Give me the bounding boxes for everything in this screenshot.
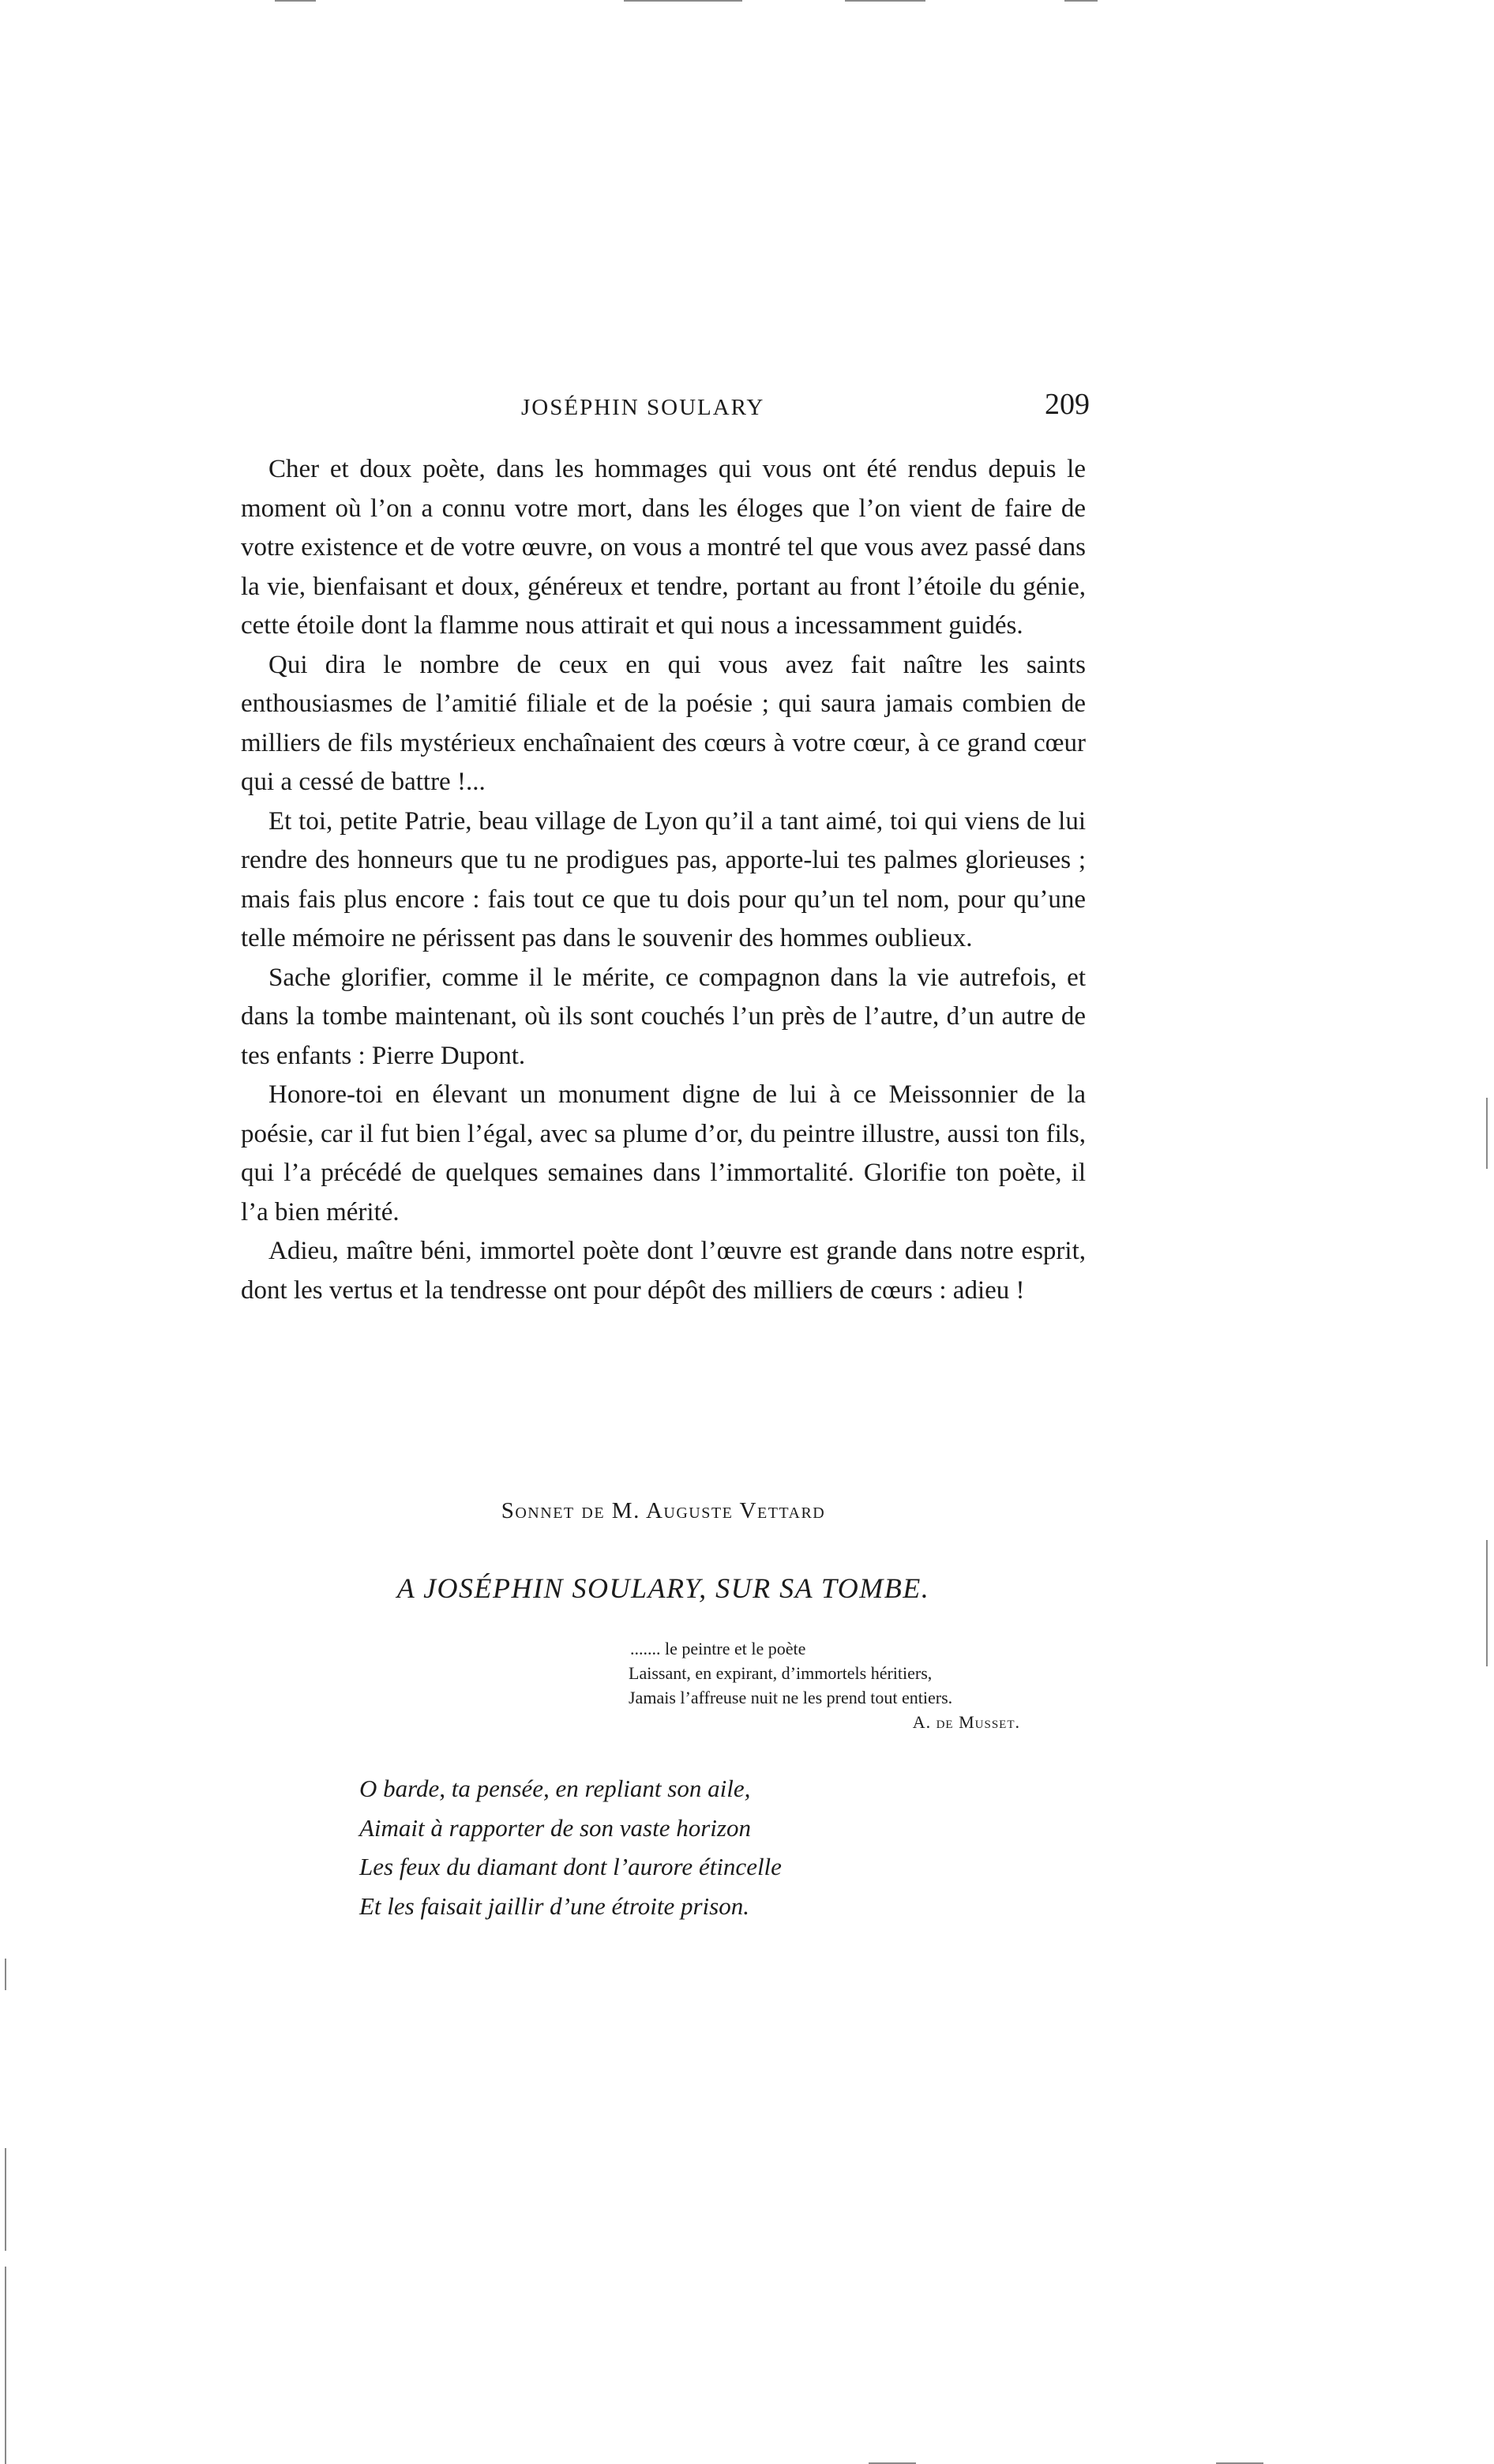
section-heading: Sonnet de M. Auguste Vettard: [501, 1498, 826, 1523]
page-number: 209: [1045, 388, 1090, 421]
scan-mark: [275, 0, 316, 2]
scan-mark: [1486, 1098, 1488, 1169]
epigraph: [629, 1636, 1087, 1734]
epigraph-line: Jamais l’affreuse nuit ne les prend tout entiers.: [629, 1688, 953, 1707]
scan-mark: [1064, 0, 1098, 2]
scan-mark: [5, 2267, 6, 2464]
paragraph: Cher et doux poète, dans les hommages qui vous ont été rendus depuis le moment où l’on a connu votre mort, dans les éloges que l’on vient de faire de votre existence et de votre œuvre, on vous a montré tel que vous avez passé dans la vie, bienfaisant et doux, généreux et tendre, portant au front l’étoile du génie, cette étoile dont la flamme nous attirait et qui nous a incessamment guidés.: [241, 455, 1086, 640]
verse-line: Les feux du diamant dont l’aurore étincelle: [359, 1853, 782, 1880]
paragraph: Sache glorifier, comme il le mérite, ce compagnon dans la vie autrefois, et dans la tombe maintenant, où ils sont couchés l’un près de l’autre, d’un autre de tes enfants : Pierre Dupont.: [241, 963, 1086, 1070]
epigraph-line: ....... le peintre et le poète: [630, 1639, 806, 1658]
paragraph: Honore-toi en élevant un monument digne de lui à ce Meissonnier de la poésie, car il fut bien l’égal, avec sa plume d’or, du peintre illustre, aussi ton fils, qui l’a précédé de quelques semaines dans l’immortalité. Glorifie ton poète, il l’a bien mérité.: [241, 1080, 1086, 1226]
paragraph: Adieu, maître béni, immortel poète dont l’œuvre est grande dans notre esprit, dont les vertus et la tendresse ont pour dépôt des milliers de cœurs : adieu !: [241, 1237, 1086, 1305]
scan-mark: [1486, 1540, 1488, 1666]
paragraph: Et toi, petite Patrie, beau village de Lyon qu’il a tant aimé, toi qui viens de lui rendre des honneurs que tu ne prodigues pas, apporte-lui tes palmes glorieuses ; mais fais plus encore : fais tout ce que tu dois pour qu’un tel nom, pour qu’une telle mémoire ne périssent pas dans le souvenir des hommes oublieux.: [241, 806, 1086, 952]
verse-line: Aimait à rapporter de son vaste horizon: [359, 1813, 751, 1842]
epigraph-line: Laissant, en expirant, d’immortels héritiers,: [629, 1663, 933, 1683]
running-head: [237, 387, 1090, 434]
running-title: JOSÉPHIN SOULARY: [521, 395, 765, 420]
scan-mark: [5, 1959, 6, 1990]
poem-title: A JOSÉPHIN SOULARY, SUR SA TOMBE.: [396, 1572, 930, 1604]
scan-mark: [5, 2148, 6, 2251]
prose-body: [241, 450, 1086, 1310]
scan-mark: [845, 0, 925, 2]
paragraph: Qui dira le nombre de ceux en qui vous avez fait naître les saints enthousiasmes de l’amitié filiale et de la poésie ; qui saura jamais combien de milliers de fils mystérieux enchaînaient des cœurs à votre cœur, à ce grand cœur qui a cessé de battre !...: [241, 650, 1086, 796]
verse-line: Et les faisait jaillir d’une étroite prison.: [359, 1891, 749, 1920]
epigraph-author: A. de Musset.: [912, 1712, 1020, 1732]
verse-line: O barde, ta pensée, en repliant son aile,: [359, 1775, 751, 1802]
scan-mark: [624, 0, 742, 2]
sonnet-verses: [359, 1769, 991, 1925]
